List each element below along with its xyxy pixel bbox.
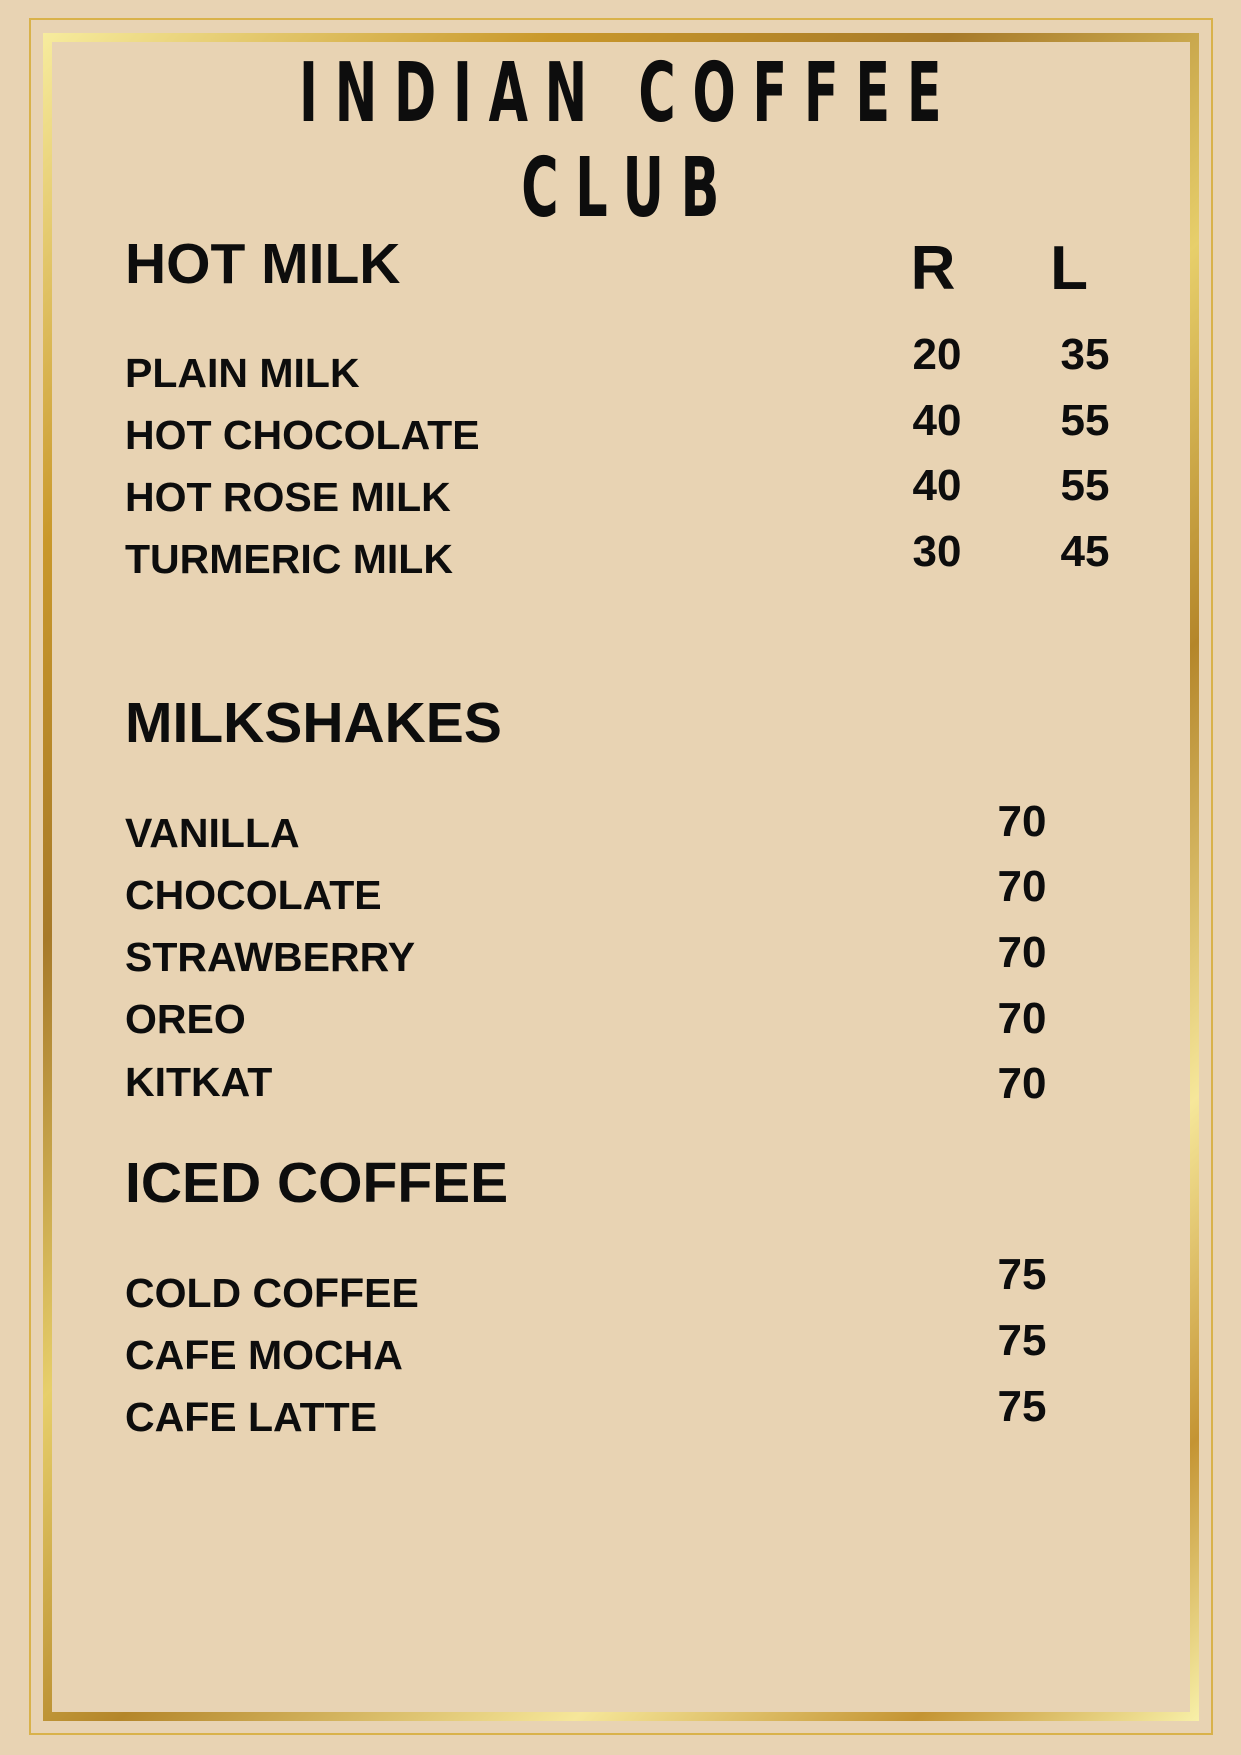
price: 70 bbox=[997, 1059, 1047, 1108]
menu-item-hot-rose-milk: HOT ROSE MILK bbox=[125, 474, 451, 520]
menu-item-vanilla: VANILLA bbox=[125, 810, 300, 856]
price-large: 35 bbox=[1060, 330, 1110, 379]
menu-item-plain-milk: PLAIN MILK bbox=[125, 350, 360, 396]
price-regular: 20 bbox=[912, 330, 962, 379]
menu-item-strawberry: STRAWBERRY bbox=[125, 934, 416, 980]
menu-item-oreo: OREO bbox=[125, 996, 246, 1042]
menu-item-kitkat: KITKAT bbox=[125, 1059, 273, 1105]
price-regular: 30 bbox=[912, 527, 962, 576]
section-heading-iced-coffee: ICED COFFEE bbox=[125, 1151, 509, 1215]
column-header-regular: R bbox=[910, 234, 956, 303]
column-header-large: L bbox=[1050, 234, 1088, 303]
price-regular: 40 bbox=[912, 461, 962, 510]
price: 75 bbox=[997, 1316, 1047, 1365]
menu-item-hot-chocolate: HOT CHOCOLATE bbox=[125, 412, 480, 458]
price: 70 bbox=[997, 862, 1047, 911]
menu-item-cafe-mocha: CAFE MOCHA bbox=[125, 1332, 403, 1378]
section-heading-milkshakes: MILKSHAKES bbox=[125, 691, 502, 755]
menu-item-turmeric-milk: TURMERIC MILK bbox=[125, 536, 453, 582]
price: 75 bbox=[997, 1382, 1047, 1431]
price-large: 55 bbox=[1060, 396, 1110, 445]
price: 70 bbox=[997, 928, 1047, 977]
price-large: 55 bbox=[1060, 461, 1110, 510]
price: 70 bbox=[997, 797, 1047, 846]
menu-item-cafe-latte: CAFE LATTE bbox=[125, 1394, 378, 1440]
price-large: 45 bbox=[1060, 527, 1110, 576]
price: 75 bbox=[997, 1250, 1047, 1299]
section-heading-hot-milk: HOT MILK bbox=[125, 232, 401, 296]
menu-title: INDIAN COFFEE CLUB bbox=[299, 46, 959, 236]
menu-item-cold-coffee: COLD COFFEE bbox=[125, 1270, 419, 1316]
menu-item-chocolate: CHOCOLATE bbox=[125, 872, 382, 918]
price-regular: 40 bbox=[912, 396, 962, 445]
price: 70 bbox=[997, 994, 1047, 1043]
